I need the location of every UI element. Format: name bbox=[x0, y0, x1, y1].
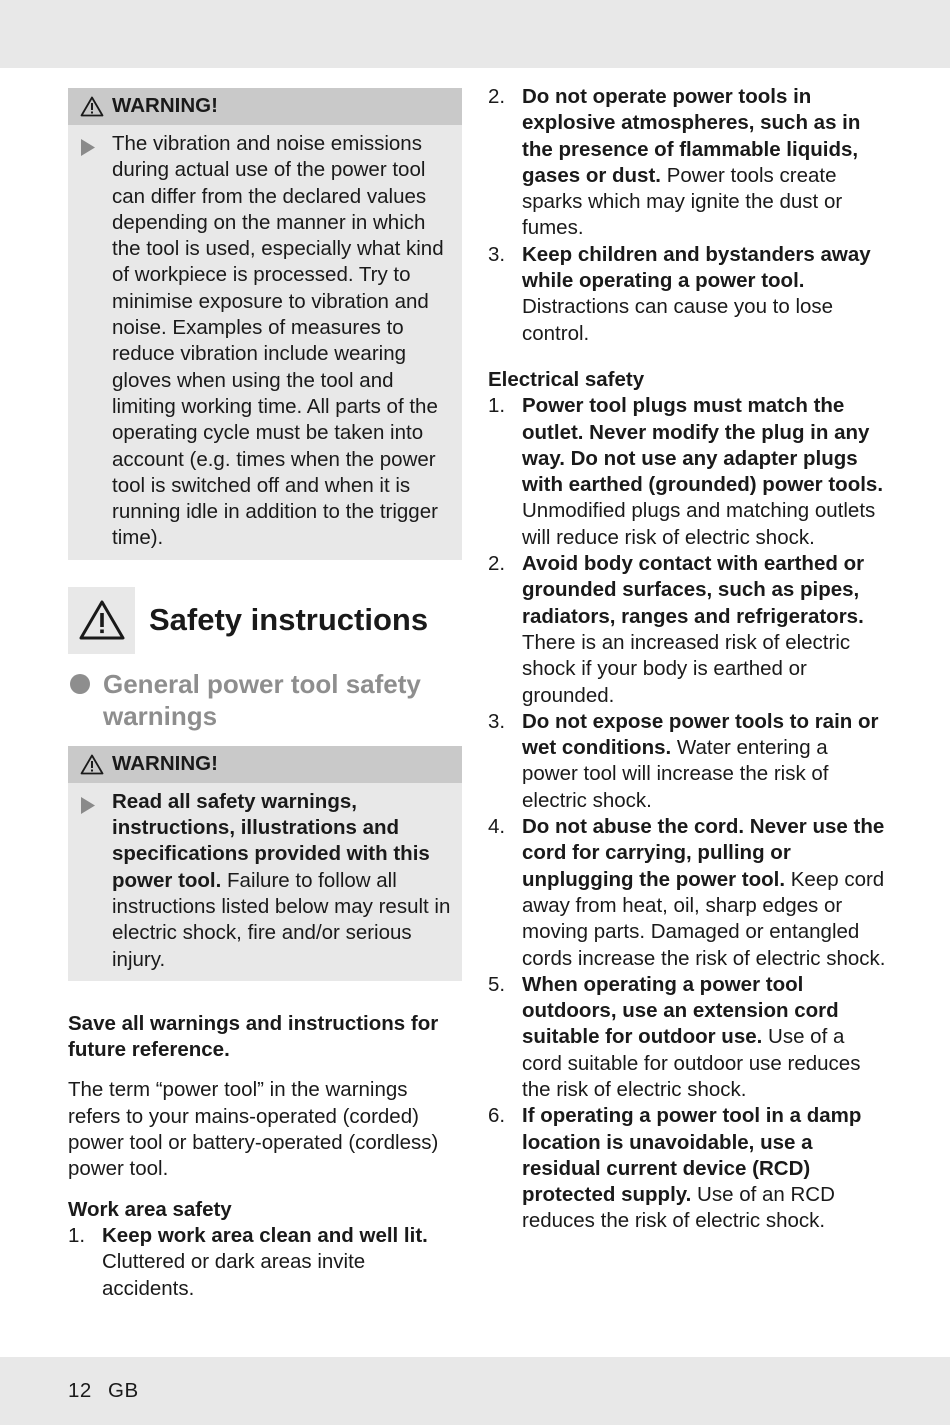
work-area-list-continued bbox=[488, 84, 888, 347]
right-column bbox=[488, 84, 888, 1235]
term-note: The term “power tool” in the warnings refers to your mains-operated (corded) power tool or battery-operated (cordless) power tool. bbox=[68, 1078, 439, 1181]
item-bold-text: Keep children and bystanders away while operating a power tool. bbox=[522, 242, 871, 293]
warning-text-bold: Read all safety warnings, instructions, illustrations and specifications provided with this power tool. bbox=[112, 789, 430, 892]
warning-header bbox=[68, 88, 462, 125]
list-item bbox=[488, 551, 888, 709]
list-item bbox=[488, 814, 888, 972]
warning-text: The vibration and noise emissions during actual use of the power tool can differ from the declared values depending on the manner in which the tool is used, especially what kind of workpiece is processed. Try to minimise exposure to vibration and noise. Examples of measures to reduce vibration include wearing gloves when using the tool and limiting working time. All parts of the operating cycle must be taken into account (e.g. times when the power tool is switched off and when it is running idle in addition to the trigger time). bbox=[112, 132, 444, 550]
page-footer bbox=[68, 1378, 149, 1404]
work-area-heading: Work area safety bbox=[68, 1197, 232, 1221]
list-item bbox=[488, 84, 888, 242]
left-column bbox=[68, 88, 462, 1302]
warning-triangle-icon bbox=[80, 754, 104, 775]
item-text: Use of a cord suitable for outdoor use reduces the risk of electric shock. bbox=[522, 1025, 861, 1101]
item-bold-text: Do not operate power tools in explosive atmospheres, such as in the presence of flammable liquids, gases or dust. bbox=[522, 85, 861, 187]
warning-header bbox=[68, 746, 462, 783]
electrical-safety-heading: Electrical safety bbox=[488, 367, 645, 391]
subheading-text: General power tool safety warnings bbox=[103, 668, 421, 731]
electrical-safety-list bbox=[488, 393, 888, 1235]
warning-box-general bbox=[68, 746, 462, 981]
bullet-dot-icon bbox=[70, 674, 90, 694]
warning-title: WARNING! bbox=[112, 752, 218, 776]
warning-box-vibration bbox=[68, 88, 462, 560]
item-text: There is an increased risk of electric shock if your body is earthed or grounded. bbox=[522, 630, 851, 707]
warning-triangle-icon bbox=[80, 96, 104, 117]
language-code: GB bbox=[108, 1379, 139, 1402]
item-number: 3. bbox=[488, 242, 506, 266]
list-item bbox=[488, 1103, 888, 1234]
item-text: Keep cord away from heat, oil, sharp edges or moving parts. Damaged or entangled cords increase the risk of electric shock. bbox=[522, 867, 886, 970]
warning-title: WARNING! bbox=[112, 94, 218, 118]
item-text: Unmodified plugs and matching outlets will reduce risk of electric shock. bbox=[522, 499, 876, 549]
item-number: 2. bbox=[488, 85, 506, 108]
subheading bbox=[68, 668, 462, 732]
item-number: 2. bbox=[488, 552, 506, 576]
list-item bbox=[488, 242, 888, 347]
item-bold-text: Keep work area clean and well lit. bbox=[102, 1223, 428, 1247]
item-text: Water entering a power tool will increase the risk of electric shock. bbox=[522, 736, 829, 812]
item-bold-text: Do not abuse the cord. Never use the cord for carrying, pulling or unplugging the power tool. bbox=[522, 815, 885, 891]
warning-triangle-icon bbox=[78, 599, 126, 641]
section-title: Safety instructions bbox=[149, 602, 429, 638]
item-bold-text: Avoid body contact with earthed or grounded surfaces, such as pipes, radiators, ranges and refrigerators. bbox=[522, 552, 865, 628]
item-bold-text: If operating a power tool in a damp location is unavoidable, use a residual current device (RCD) protected supply. bbox=[522, 1104, 862, 1207]
item-bold-text: When operating a power tool outdoors, use an extension cord suitable for outdoor use. bbox=[522, 972, 839, 1049]
arrow-bullet-icon bbox=[80, 139, 96, 156]
item-bold-text: Do not expose power tools to rain or wet conditions. bbox=[522, 709, 879, 760]
list-item bbox=[488, 393, 888, 551]
item-number: 1. bbox=[488, 394, 506, 418]
item-text: Distractions can cause you to lose control. bbox=[522, 295, 834, 345]
page-number: 12 bbox=[68, 1379, 92, 1402]
save-note: Save all warnings and instructions for future reference. bbox=[68, 1011, 439, 1062]
header-band bbox=[0, 0, 950, 68]
section-icon-box bbox=[68, 587, 135, 654]
warning-text-rest: Failure to follow all instructions listed below may result in electric shock, fire and/or serious injury. bbox=[112, 868, 451, 971]
item-text: Cluttered or dark areas invite accidents. bbox=[102, 1250, 366, 1300]
arrow-bullet-icon bbox=[80, 797, 96, 814]
warning-text bbox=[112, 789, 452, 973]
item-number: 1. bbox=[68, 1223, 86, 1247]
list-item bbox=[68, 1223, 462, 1302]
item-number: 5. bbox=[488, 972, 506, 996]
item-number: 3. bbox=[488, 709, 506, 733]
item-text: Power tools create sparks which may ignite the dust or fumes. bbox=[522, 163, 843, 240]
work-area-list bbox=[68, 1223, 462, 1302]
item-number: 6. bbox=[488, 1104, 506, 1128]
item-text: Use of an RCD reduces the risk of electric shock. bbox=[522, 1183, 835, 1233]
list-item bbox=[488, 709, 888, 814]
list-item bbox=[488, 972, 888, 1103]
item-bold-text: Power tool plugs must match the outlet. Never modify the plug in any way. Do not use any adapter plugs with earthed (grounded) power tools. bbox=[522, 394, 884, 497]
item-number: 4. bbox=[488, 815, 506, 839]
section-header bbox=[68, 587, 462, 654]
